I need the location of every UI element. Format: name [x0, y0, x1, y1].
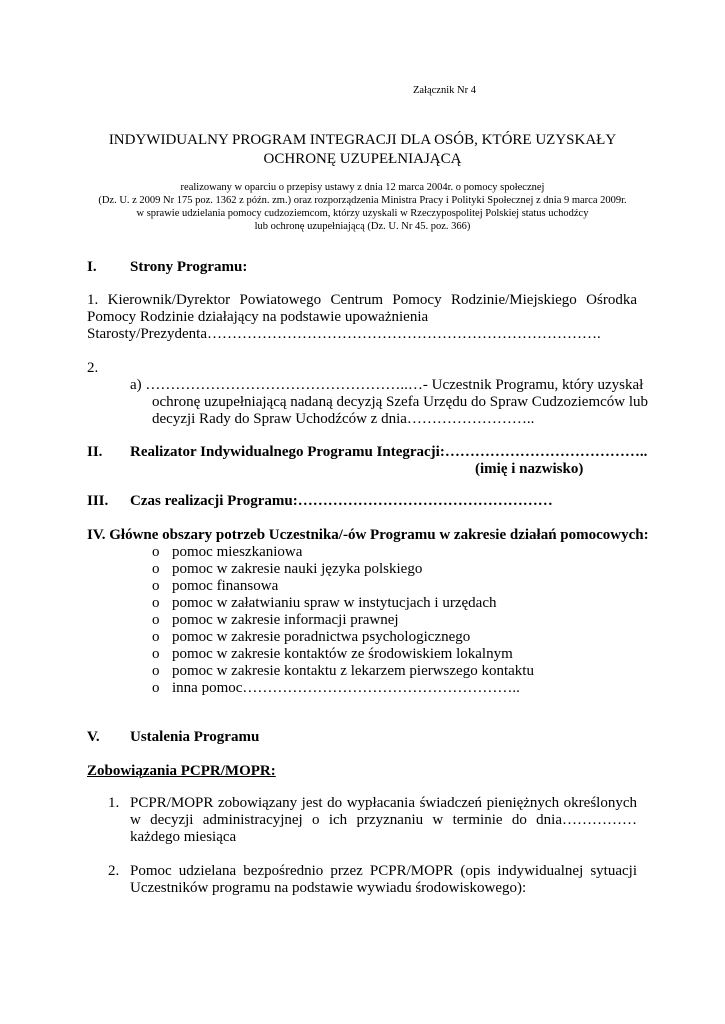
- need-item: o pomoc w zakresie kontaktu z lekarzem pierwszego kontaktu: [152, 663, 534, 679]
- bullet-icon: o: [152, 612, 160, 628]
- need-item: o pomoc w zakresie nauki języka polskiego: [152, 561, 423, 577]
- need-item: o pomoc w zakresie informacji prawnej: [152, 612, 399, 628]
- bullet-icon: o: [152, 544, 160, 560]
- section-2-heading: Realizator Indywidualnego Programu Integracji:…………………………………..: [130, 444, 648, 460]
- obligation-2-number: 2.: [108, 863, 120, 879]
- bullet-icon: o: [152, 561, 160, 577]
- need-item: o pomoc mieszkaniowa: [152, 544, 303, 560]
- bullet-icon: o: [152, 646, 160, 662]
- bullet-icon: o: [152, 663, 160, 679]
- section-1-item-1-line-3: Starosty/Prezydenta…………………………………………………………………….: [87, 326, 601, 342]
- section-1-item-2-number: 2.: [87, 360, 99, 376]
- section-5-heading: Ustalenia Programu: [130, 729, 260, 745]
- section-1-item-2a-line-2: ochronę uzupełniającą nadaną decyzją Szefa Urzędu do Spraw Cudzoziemców lub: [152, 394, 649, 410]
- obligation-1-number: 1.: [108, 795, 120, 811]
- need-item: o pomoc w zakresie kontaktów ze środowiskiem lokalnym: [152, 646, 513, 662]
- bullet-icon: o: [152, 629, 160, 645]
- section-1-item-2a-line-1: a) ……………………………………………..…- Uczestnik Programu, który uzyskał: [130, 377, 644, 393]
- section-2-number: II.: [87, 444, 103, 460]
- obligations-subheading: Zobowiązania PCPR/MOPR:: [87, 763, 276, 779]
- obligation-2-text: Pomoc udzielana bezpośrednio przez PCPR/MOPR (opis indywidualnej sytuacji Uczestników programu na podstawie wywiadu środowiskowego):: [130, 863, 637, 896]
- need-item: o inna pomoc………………………………………………..: [152, 680, 520, 696]
- need-item: o pomoc w załatwianiu spraw w instytucjach i urzędach: [152, 595, 497, 611]
- section-1-number: I.: [87, 259, 97, 275]
- legal-basis-line-3: w sprawie udzielania pomocy cudzoziemcom, którzy uzyskali w Rzeczypospolitej Polskiej status uchodźcy: [136, 208, 589, 219]
- bullet-icon: o: [152, 680, 160, 696]
- legal-basis-line-2: (Dz. U. z 2009 Nr 175 poz. 1362 z późn. zm.) oraz rozporządzenia Ministra Pracy i Polityki Społecznej z dnia 9 marca 2009r.: [98, 195, 627, 206]
- document-title-line-2: OCHRONĘ UZUPEŁNIAJĄCĄ: [263, 151, 462, 167]
- legal-basis-line-1: realizowany w oparciu o przepisy ustawy z dnia 12 marca 2004r. o pomocy społecznej: [180, 182, 545, 193]
- need-item: o pomoc w zakresie poradnictwa psychologicznego: [152, 629, 471, 645]
- section-5-number: V.: [87, 729, 100, 745]
- section-1-heading: Strony Programu:: [130, 259, 248, 275]
- annex-label: Załącznik Nr 4: [413, 85, 476, 96]
- section-4-heading: IV. Główne obszary potrzeb Uczestnika/-ów Programu w zakresie działań pomocowych:: [87, 527, 649, 543]
- section-1-item-1: 1. Kierownik/Dyrektor Powiatowego Centrum Pomocy Rodzinie/Miejskiego Ośrodka Pomocy Rodzinie działający na podstawie upoważnienia: [87, 292, 637, 325]
- section-1-item-2a-line-3: decyzji Rady do Spraw Uchodźców z dnia……………………..: [152, 411, 535, 427]
- section-2-note: (imię i nazwisko): [475, 461, 584, 477]
- section-3-number: III.: [87, 493, 109, 509]
- legal-basis-line-4: lub ochronę uzupełniającą (Dz. U. Nr 45. poz. 366): [254, 221, 471, 232]
- need-item: o pomoc finansowa: [152, 578, 279, 594]
- obligation-1-text: PCPR/MOPR zobowiązany jest do wypłacania świadczeń pieniężnych określonych w decyzji administracyjnej o ich przyznaniu w terminie do dnia…………… każdego miesiąca: [130, 795, 637, 845]
- document-title-line-1: INDYWIDUALNY PROGRAM INTEGRACJI DLA OSÓB, KTÓRE UZYSKAŁY: [108, 132, 617, 148]
- bullet-icon: o: [152, 578, 160, 594]
- section-3-heading: Czas realizacji Programu:……………………………………………: [130, 493, 553, 509]
- bullet-icon: o: [152, 595, 160, 611]
